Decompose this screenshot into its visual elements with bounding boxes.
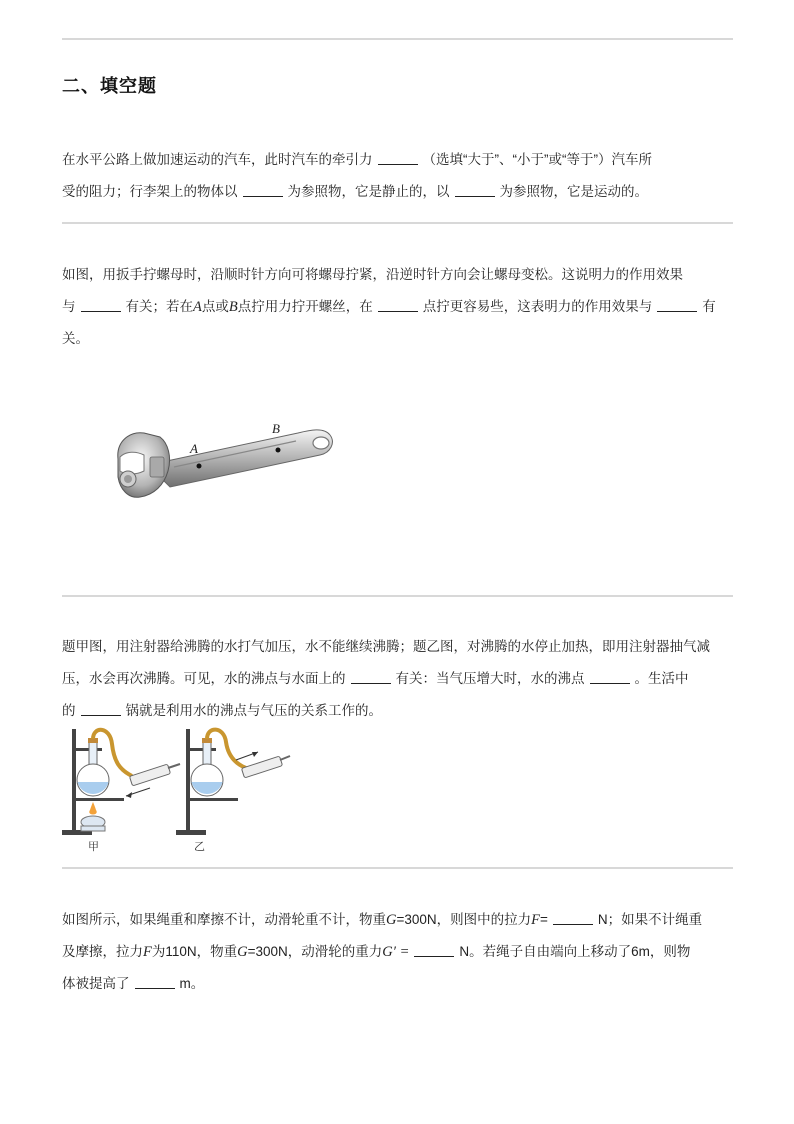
wrench-icon [110, 405, 345, 505]
q4-text: 为110N，物重 [151, 944, 238, 959]
q2-text: 点拧用力拧开螺丝，在 [237, 299, 373, 314]
answer-blank[interactable] [378, 297, 418, 312]
q2-text: 有关；若在 [125, 299, 193, 314]
q4-text: N。若绳子自由端向上移动了6m，则物 [459, 944, 691, 959]
q2-text: 关。 [62, 331, 89, 346]
answer-blank[interactable] [81, 297, 121, 312]
divider [62, 595, 733, 597]
q4-text: 如图所示，如果绳重和摩擦不计，动滑轮重不计，物重 [62, 912, 386, 927]
divider [62, 867, 733, 869]
answer-blank[interactable] [657, 297, 697, 312]
figure-label-yi: 乙 [194, 841, 205, 853]
figure-label-b: B [272, 421, 280, 436]
q2-text: 与 [62, 299, 76, 314]
q1-text: 受的阻力；行李架上的物体以 [62, 184, 238, 199]
answer-blank[interactable] [351, 669, 391, 684]
q2-text: 如图，用扳手拧螺母时，沿顺时针方向可将螺母拧紧，沿逆时针方向会让螺母变松。这说明力的作用效果 [62, 267, 683, 282]
q4-text: m。 [179, 976, 205, 991]
q1-text: 在水平公路上做加速运动的汽车，此时汽车的牵引力 [62, 152, 373, 167]
question-3 [62, 631, 734, 727]
answer-blank[interactable] [243, 182, 283, 197]
weight-symbol: G [237, 944, 248, 960]
answer-blank[interactable] [455, 182, 495, 197]
q3-text: 锅就是利用水的沸点与气压的关系工作的。 [125, 703, 382, 718]
wrench-figure [110, 405, 345, 505]
q2-text: 有 [702, 299, 716, 314]
divider [62, 222, 733, 224]
answer-blank[interactable] [81, 701, 121, 716]
q2-text: 点或 [201, 299, 229, 314]
answer-blank[interactable] [135, 974, 175, 989]
point-b-label: B [228, 299, 238, 315]
q4-text: N；如果不计绳重 [597, 912, 703, 927]
weight-symbol: G [386, 912, 397, 928]
figure-label-jia: 甲 [88, 841, 99, 853]
force-symbol: F [531, 912, 541, 928]
q3-text: 有关：当气压增大时，水的沸点 [395, 671, 585, 686]
q4-text: = [540, 912, 548, 927]
q3-text: 压，水会再次沸腾。可见，水的沸点与水面上的 [62, 671, 346, 686]
question-1 [62, 144, 734, 208]
q1-text: 为参照物，它是静止的，以 [287, 184, 450, 199]
figure-label-a: A [190, 441, 198, 456]
q4-text: =300N，则图中的拉力 [396, 912, 532, 927]
q4-text: 及摩擦，拉力 [62, 944, 143, 959]
question-2 [62, 259, 734, 355]
top-divider [62, 38, 733, 40]
lab-apparatus-icon [60, 726, 292, 854]
q3-text: 的 [62, 703, 76, 718]
answer-blank[interactable] [590, 669, 630, 684]
q3-text: 。生活中 [634, 671, 689, 686]
boiling-apparatus-figure [60, 726, 292, 854]
question-4 [62, 904, 734, 1000]
force-symbol: F [143, 944, 152, 960]
q1-text: 为参照物，它是运动的。 [499, 184, 648, 199]
q4-text: 体被提高了 [62, 976, 130, 991]
answer-blank[interactable] [553, 910, 593, 925]
section-title: 二、填空题 [62, 76, 157, 97]
answer-blank[interactable] [414, 942, 454, 957]
pulley-weight-symbol: G′ = [382, 944, 410, 960]
point-a-label: A [193, 299, 202, 315]
q4-text: =300N，动滑轮的重力 [247, 944, 383, 959]
q2-text: 点拧更容易些，这表明力的作用效果与 [422, 299, 653, 314]
answer-blank[interactable] [378, 150, 418, 165]
q1-text: （选填“大于”、“小于”或“等于”）汽车所 [422, 152, 652, 167]
q3-text: 题甲图，用注射器给沸腾的水打气加压，水不能继续沸腾；题乙图，对沸腾的水停止加热，即用注射器抽气减 [62, 639, 710, 654]
